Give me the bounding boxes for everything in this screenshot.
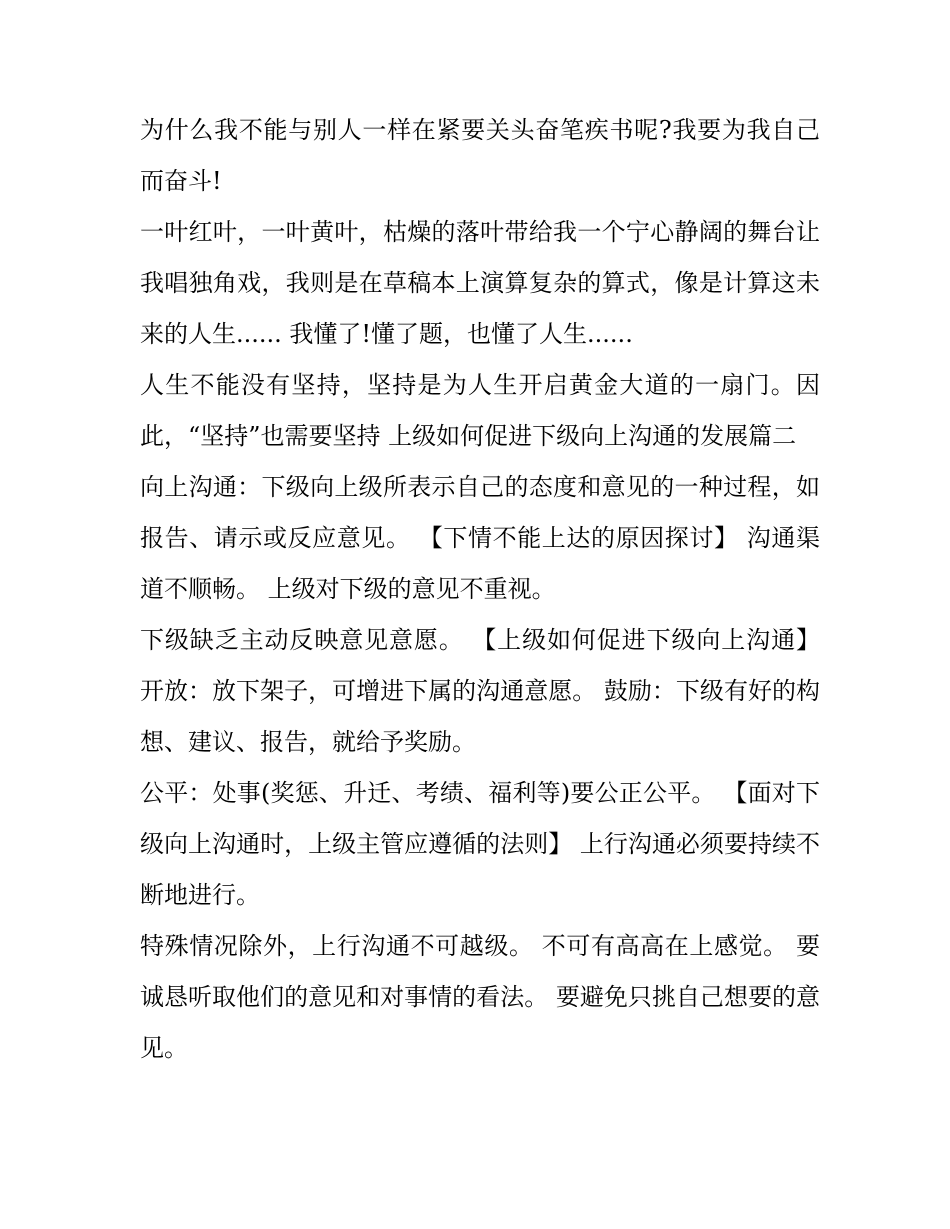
paragraph: 人生不能没有坚持，坚持是为人生开启黄金大道的一扇门。因此，“坚持”也需要坚持 上级如何促进下级向上沟通的发展篇二 <box>140 371 820 450</box>
paragraph: 一叶红叶，一叶黄叶，枯燥的落叶带给我一个宁心静阔的舞台让我唱独角戏，我则是在草稿本上演算复杂的算式，像是计算这未来的人生...... 我懂了!懂了题，也懂了人生...... <box>140 218 820 348</box>
paragraph: 下级缺乏主动反映意见意愿。 【上级如何促进下级向上沟通】 开放：放下架子，可增进下属的沟通意愿。 鼓励：下级有好的构想、建议、报告，就给予奖励。 <box>140 626 820 756</box>
paragraph: 向上沟通：下级向上级所表示自己的态度和意见的一种过程，如报告、请示或反应意见。 【下情不能上达的原因探讨】 沟通渠道不顺畅。 上级对下级的意见不重视。 <box>140 473 820 603</box>
paragraph: 特殊情况除外，上行沟通不可越级。 不可有高高在上感觉。 要诚恳听取他们的意见和对事情的看法。 要避免只挑自己想要的意见。 <box>140 932 820 1062</box>
paragraph: 公平：处事(奖惩、升迁、考绩、福利等)要公正公平。 【面对下级向上沟通时，上级主管应遵循的法则】 上行沟通必须要持续不断地进行。 <box>140 779 820 909</box>
document-body <box>140 105 820 1074</box>
paragraph: 为什么我不能与别人一样在紧要关头奋笔疾书呢?我要为我自己而奋斗! <box>140 116 820 195</box>
